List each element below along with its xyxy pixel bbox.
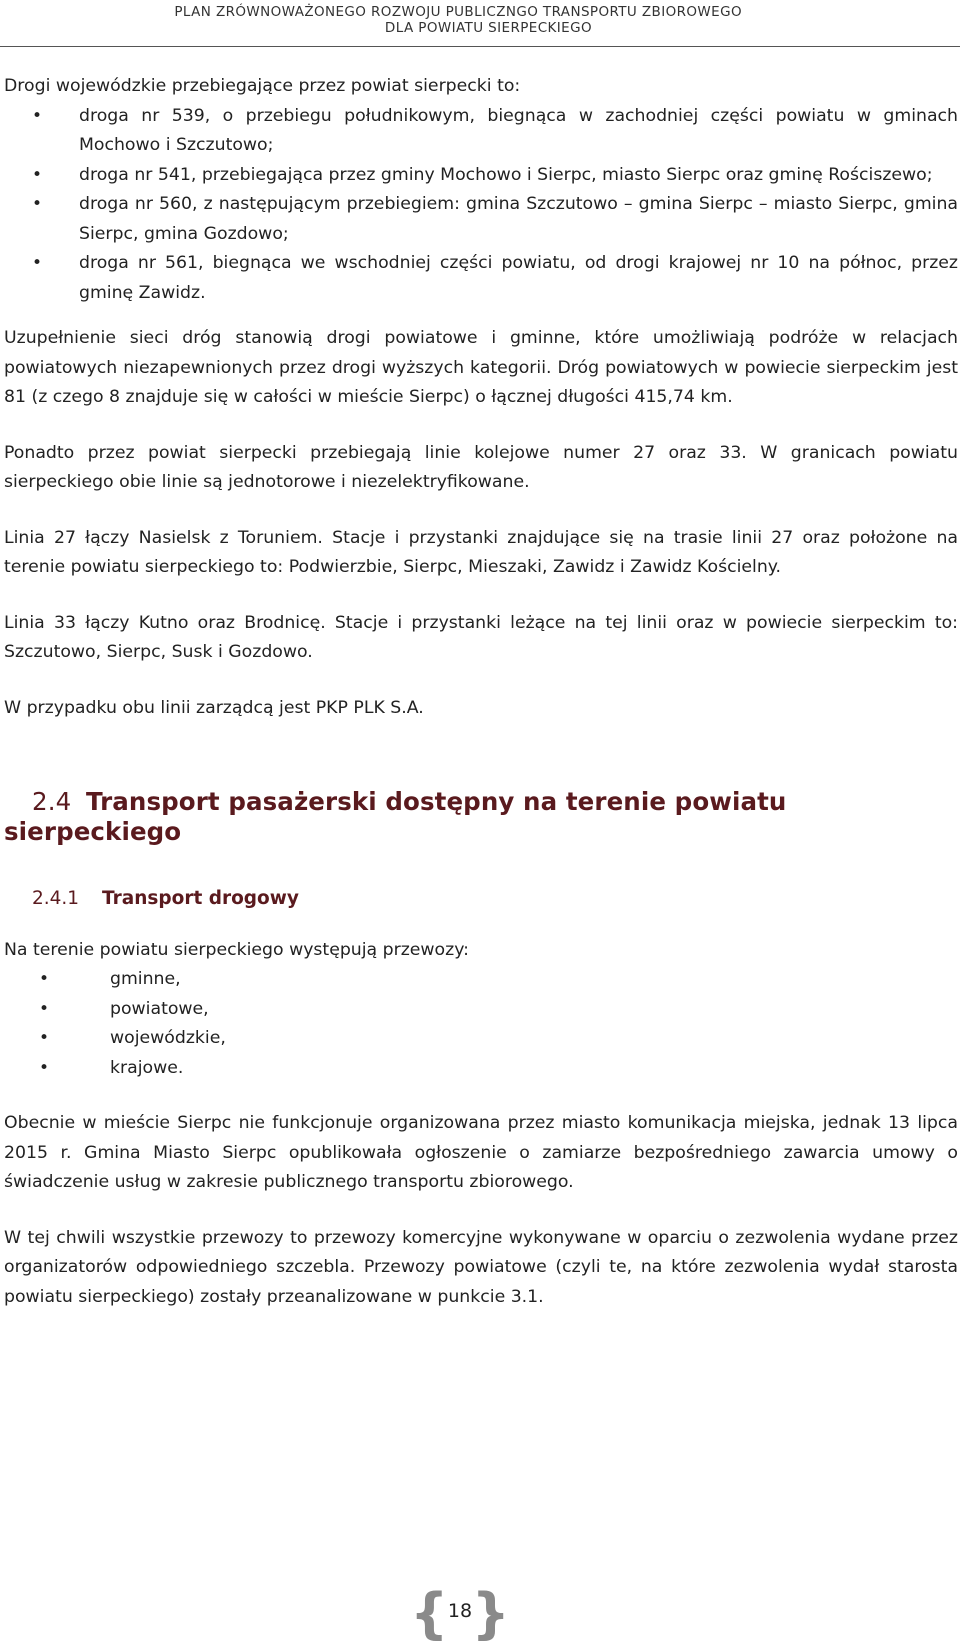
bullet-icon: • <box>39 1057 50 1078</box>
list-item: • droga nr 541, przebiegająca przez gminy Mochowo i Sierpc, miasto Sierpc oraz gminę Rościszewo; <box>4 161 958 191</box>
document-body <box>4 72 958 1312</box>
left-brace-ornament: { <box>410 1582 449 1645</box>
voivodeship-roads-list <box>4 102 958 309</box>
subsection-heading <box>4 884 958 914</box>
bullet-icon: • <box>32 194 43 214</box>
subsection-number: 2.4.1 <box>32 888 80 909</box>
bullet-icon: • <box>32 105 43 126</box>
list-item: • krajowe. <box>4 1054 958 1084</box>
list-item: • gminne, <box>4 965 958 995</box>
list-item: • droga nr 561, biegnąca we wschodniej części powiatu, od drogi krajowej nr 10 na północ, przez gminę Zawidz. <box>4 249 958 308</box>
bullet-icon: • <box>39 998 50 1019</box>
list-item: • droga nr 539, o przebiegu południkowym, biegnąca w zachodniej części powiatu w gminach Mochowo i Szczutowo; <box>4 102 958 161</box>
page-header <box>0 2 960 56</box>
paragraph: Obecnie w mieście Sierpc nie funkcjonuje organizowana przez miasto komunikacja miejska, jednak 13 lipca 2015 r. Gmina Miasto Sierpc opublikowała ogłoszenie o zamiarze bezpośredniego zawarcia umowy o świadczenie usług w zakresie publicznego transportu zbiorowego. <box>4 1113 958 1192</box>
header-title-line-2: DLA POWIATU SIERPECKIEGO <box>384 20 592 36</box>
section-number: 2.4 <box>32 787 72 816</box>
list-item: • droga nr 560, z następującym przebiegiem: gmina Szczutowo – gmina Sierpc – miasto Sierpc, gmina Sierpc, gmina Gozdowo; <box>4 190 958 249</box>
bullet-icon: • <box>39 1028 50 1048</box>
bullet-icon: • <box>32 253 43 273</box>
page-number: 18 <box>447 1600 473 1622</box>
carrier-types-list <box>4 965 958 1083</box>
header-divider <box>0 46 960 47</box>
paragraph: W przypadku obu linii zarządcą jest PKP PLK S.A. <box>4 697 424 718</box>
subsection-title: Transport drogowy <box>102 888 299 909</box>
section-title: Transport pasażerski dostępny na terenie powiatu sierpeckiego <box>4 787 787 846</box>
bullet-icon: • <box>39 969 50 989</box>
list-item: • powiatowe, <box>4 995 958 1025</box>
paragraph: Uzupełnienie sieci dróg stanowią drogi powiatowe i gminne, które umożliwiają podróże w relacjach powiatowych niezapewnionych przez drogi wyższych kategorii. Dróg powiatowych w powiecie sierpeckim jest 81 (z czego 8 znajduje się w całości w mieście Sierpc) o łącznej długości 415,74 km. <box>4 328 958 407</box>
paragraph: Ponadto przez powiat sierpecki przebiegają linie kolejowe numer 27 oraz 33. W granicach powiatu sierpeckiego obie linie są jednotorowe i niezelektryfikowane. <box>4 442 958 492</box>
paragraph: Linia 33 łączy Kutno oraz Brodnicę. Stacje i przystanki leżące na tej linii oraz w powiecie sierpeckim to: Szczutowo, Sierpc, Susk i Gozdowo. <box>4 612 958 662</box>
page-footer <box>410 1582 510 1645</box>
header-title-line-1: PLAN ZRÓWNOWAŻONEGO ROZWOJU PUBLICZNGO TRANSPORTU ZBIOROWEGO <box>174 4 742 20</box>
paragraph: W tej chwili wszystkie przewozy to przewozy komercyjne wykonywane w oparciu o zezwolenia wydane przez organizatorów odpowiedniego szczebla. Przewozy powiatowe (czyli te, na które zezwolenia wydał starosta powiatu sierpeckiego) zostały przeanalizowane w punkcie 3.1. <box>4 1227 958 1307</box>
section-heading <box>4 787 958 846</box>
paragraph: Linia 27 łączy Nasielsk z Toruniem. Stacje i przystanki znajdujące się na trasie linii 27 oraz położone na terenie powiatu sierpeckiego to: Podwierzbie, Sierpc, Mieszaki, Zawidz i Zawidz Kościelny. <box>4 527 958 577</box>
roads-intro: Drogi wojewódzkie przebiegające przez powiat sierpecki to: <box>4 76 521 96</box>
bullet-icon: • <box>32 164 43 185</box>
list-item: • wojewódzkie, <box>4 1024 958 1054</box>
carriers-intro: Na terenie powiatu sierpeckiego występują przewozy: <box>4 939 469 960</box>
right-brace-ornament: } <box>471 1582 510 1645</box>
